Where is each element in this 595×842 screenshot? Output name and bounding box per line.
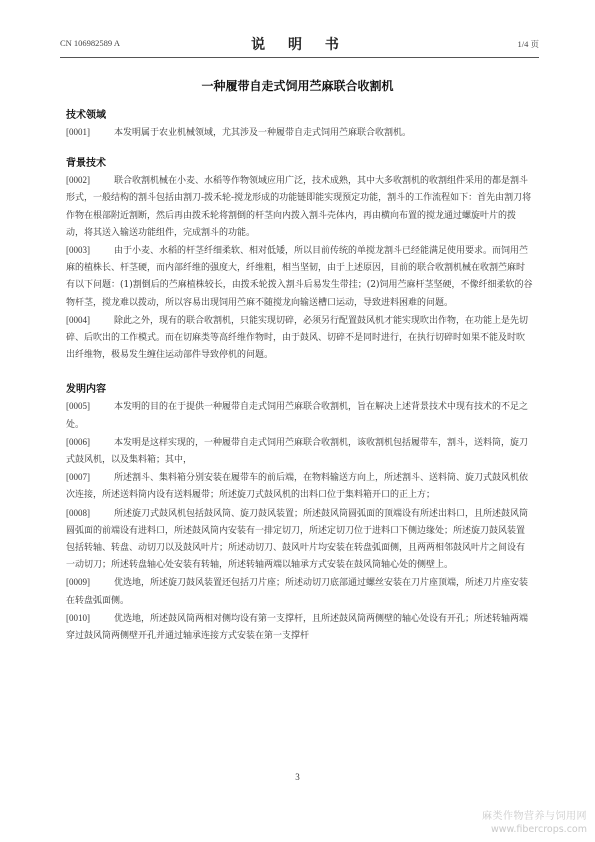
paragraph <box>66 312 533 365</box>
document-type: 说 明 书 <box>251 37 348 53</box>
document-body <box>66 108 533 645</box>
paragraph <box>66 505 533 575</box>
patent-number: CN 106982589 A <box>60 38 120 48</box>
paragraph-text: 本发明属于农业机械领域，尤其涉及一种履带自走式饲用苎麻联合收割机。 <box>114 128 412 138</box>
header-divider <box>60 57 539 58</box>
paragraph-number: [0006] <box>66 436 90 447</box>
paragraph <box>66 610 533 645</box>
paragraph-text: 优选地，所述鼓风筒两相对侧均设有第一支撑杆，且所述鼓风筒两侧壁的轴心处设有开孔；所述转轴两端穿过鼓风筒两侧壁开孔并通过轴承连接方式安装在第一支撑杆 <box>66 613 529 642</box>
paragraph-text: 联合收割机械在小麦、水稻等作物领域应用广泛，技术成熟，其中大多收割机的收割组件采用的都是割斗形式，一般结构的割斗包括由割刀-拨禾轮-搅龙形成的功能链即能实现预定功能，割斗的工作流程如下：首先由割刀将作物在根部附近割断，然后再由拨禾轮将割倒的杆茎向内拨入割斗壳体内，再由横向布置的搅龙通过螺旋叶片的拨动，将其送入输送功能组件，完成割斗的功能。 <box>66 176 532 238</box>
paragraph <box>66 469 533 504</box>
page-header <box>60 34 539 56</box>
paragraph-number: [0005] <box>66 401 90 412</box>
watermark-url: www.fibercrops.com <box>490 824 587 835</box>
paragraph-text: 除此之外，现有的联合收割机，只能实现切碎，必须另行配置鼓风机才能实现吹出作物，在功能上是先切碎、后吹出的工作模式。而在切麻类等高纤维作物时，由于鼓风、切碎不是同时进行，在执行切碎时如果不能及时吹出纤维物，极易发生缠住运动部件导致停机的问题。 <box>66 315 529 361</box>
paragraph-text: 所述旋刀式鼓风机包括鼓风筒、旋刀鼓风装置；所述鼓风筒圆弧面的顶端设有所述出料口，且所述鼓风筒圆弧面的前端设有进料口，所述鼓风筒内安装有一排定切刀，所述定切刀位于进料口下侧边缘处；所述旋刀鼓风装置包括转轴、转盘、动切刀以及鼓风叶片；所述动切刀、鼓风叶片均安装在转盘弧面侧，且两两相邻鼓风叶片之间设有一动切刀；所述转盘轴心处安装有转轴，所述转轴两端以轴承方式安装在鼓风筒轴心处的侧壁上。 <box>66 508 529 571</box>
document-title: 一种履带自走式饲用苎麻联合收割机 <box>201 79 394 93</box>
paragraph <box>66 124 533 142</box>
watermark <box>482 810 587 836</box>
paragraph-number: [0007] <box>66 472 90 483</box>
paragraph-number: [0002] <box>66 175 90 186</box>
paragraph <box>66 574 533 609</box>
paragraph-text: 本发明是这样实现的，一种履带自走式饲用苎麻联合收割机，该收割机包括履带车，割斗，送料筒，旋刀式鼓风机，以及集料箱；其中， <box>66 437 529 466</box>
paragraph <box>66 398 533 433</box>
page-number: 3 <box>295 772 300 782</box>
section-heading: 发明内容 <box>66 384 106 396</box>
page-indicator: 1/4 页 <box>517 39 539 49</box>
watermark-site-name: 麻类作物营养与饲用网 <box>482 811 587 822</box>
paragraph <box>66 242 533 312</box>
paragraph-number: [0001] <box>66 127 90 137</box>
paragraph-number: [0009] <box>66 577 90 588</box>
paragraph <box>66 172 533 242</box>
paragraph <box>66 434 533 469</box>
paragraph-text: 由于小麦、水稻的杆茎纤细柔软、相对低矮，所以目前传统的单搅龙割斗已经能满足使用要求。而饲用苎麻的植株长、杆茎硬，而内部纤维的强度大，纤维粗，相当坚韧，由于上述原因，目前的联合收割机械在收割苎麻时有以下问题：(1)割倒后的苎麻植株较长，由拨禾轮拨入割斗后易发生带挂；(2)饲用苎麻杆茎坚硬，不像纤细柔软的谷物杆茎，搅龙难以拨动，所以容易出现饲用苎麻不随搅龙向输送槽口运动，导致进料困难的问题。 <box>66 246 533 308</box>
section-heading: 背景技术 <box>66 158 106 170</box>
section-heading: 技术领域 <box>66 110 106 121</box>
paragraph-number: [0004] <box>66 314 90 325</box>
paragraph-text: 本发明的目的在于提供一种履带自走式饲用苎麻联合收割机，旨在解决上述背景技术中现有技术的不足之处。 <box>66 402 529 430</box>
paragraph-text: 优选地，所述旋刀鼓风装置还包括刀片座；所述动切刀底部通过螺丝安装在刀片座顶端，所述刀片座安装在转盘弧面侧。 <box>66 578 529 606</box>
paragraph-number: [0010] <box>66 612 90 623</box>
paragraph-text: 所述割斗、集料箱分别安装在履带车的前后端，在物料输送方向上，所述割斗、送料筒、旋刀式鼓风机依次连接，所述送料筒内设有送料履带；所述旋刀式鼓风机的出料口位于集料箱开口的正上方； <box>66 473 529 501</box>
paragraph-number: [0003] <box>66 245 90 256</box>
paragraph-number: [0008] <box>66 507 90 518</box>
